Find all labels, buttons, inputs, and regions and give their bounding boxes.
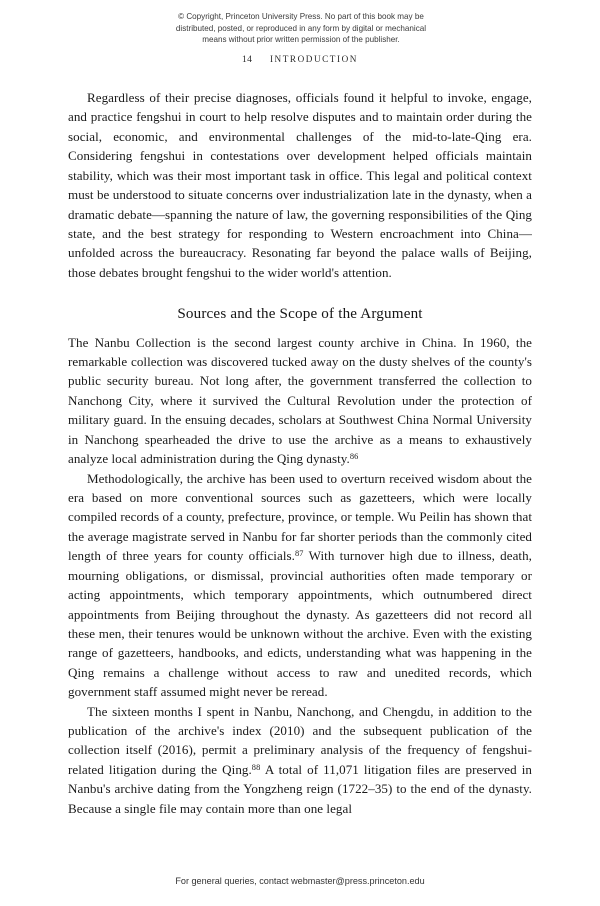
- paragraph-3-text-part-1: Methodologically, the archive has been used to overturn received wisdom about the era based on more conventional sources such as gazetteers, which were locally compiled records of a county, prefecture, province, or temple. Wu Peilin has shown that the average magistrate served in Nanbu for far shorter periods than the commonly cited length of three years for county officials.: [68, 470, 532, 564]
- paragraph-4-text-part-2: A total of 11,071 litigation files are preserved in Nanbu's archive dating from the Yongzheng reign (1722–35) to the end of the dynasty. Because a single file may contain more than one legal: [68, 761, 533, 816]
- paragraph-1: Regardless of their precise diagnoses, officials found it helpful to invoke, engage, and practice fengshui in court to help resolve disputes and to maintain order during the social, economic, and environmental challenges of the mid-to-late-Qing era. Considering fengshui in contestations over development helped officials maintain stability, which was their most important task in office. This legal and political context must be understood to situate concerns over industrialization late in the dynasty, when a dramatic debate—spanning the nature of law, the governing responsibilities of the Qing state, and the best strategy for responding to Western encroachment into China—unfolded across the bureaucracy. Resonating far beyond the palace walls of Beijing, those debates brought fengshui to the wider world's attention.: [68, 90, 532, 280]
- paragraph-4: [68, 702, 532, 819]
- paragraph-2: [68, 333, 532, 469]
- paragraph-2-text: The Nanbu Collection is the second largest county archive in China. In 1960, the remarkable collection was discovered tucked away on the dusty shelves of the county's public security bureau. Not long after, the government transferred the collection to Nanchong City, where it survived the Cultural Revolution under the protection of military guard. In the ensuing decades, scholars at Southwest China Normal University in Nanchong spearheaded the drive to use the archive as a means to exhaustively analyze local administration during the Qing dynasty.: [68, 334, 532, 467]
- footnote-marker-88: 88: [251, 763, 261, 773]
- copyright-line-1: © Copyright, Princeton University Press. No part of this book may be: [178, 12, 424, 21]
- copyright-notice: [104, 11, 498, 46]
- chapter-label: INTRODUCTION: [269, 54, 358, 64]
- footnote-marker-86: 86: [349, 452, 359, 462]
- section-heading: Sources and the Scope of the Argument: [177, 305, 423, 322]
- footer-contact-line: For general queries, contact webmaster@press.princeton.edu: [175, 876, 425, 886]
- heading-space-below: [68, 324, 532, 333]
- paragraph-3-text-part-2: With turnover high due to illness, death, mourning obligations, or dismissal, provincial authorities often made temporary or acting appointments, which temporary appointments, which outnumbered direct appointments from Beijing throughout the dynasty. As gazetteers did not record all these men, their tenures would be unknown without the archive. Even with the existing range of gazetteers, handbooks, and edicts, understanding what was happening in the Qing remains a challenge without access to raw and unedited records, which government staff assumed might never be reread.: [68, 548, 532, 700]
- heading-space-above: [68, 282, 532, 305]
- running-head: [68, 54, 532, 65]
- paragraph-4-text-part-1: The sixteen months I spent in Nanbu, Nanchong, and Chengdu, in addition to the publication of the archive's index (2010) and the subsequent publication of the collection itself (2016), permit a preliminary analysis of the frequency of fengshui-related litigation during the Qing.: [68, 703, 532, 777]
- page-number: 14: [242, 54, 253, 65]
- copyright-line-3: means without prior written permission of the publisher.: [202, 35, 400, 45]
- body-text-column: [68, 88, 532, 818]
- copyright-line-2: distributed, posted, or reproduced in any form by digital or mechanical: [175, 23, 427, 33]
- footnote-marker-87: 87: [294, 549, 304, 559]
- paragraph-3: [68, 469, 532, 702]
